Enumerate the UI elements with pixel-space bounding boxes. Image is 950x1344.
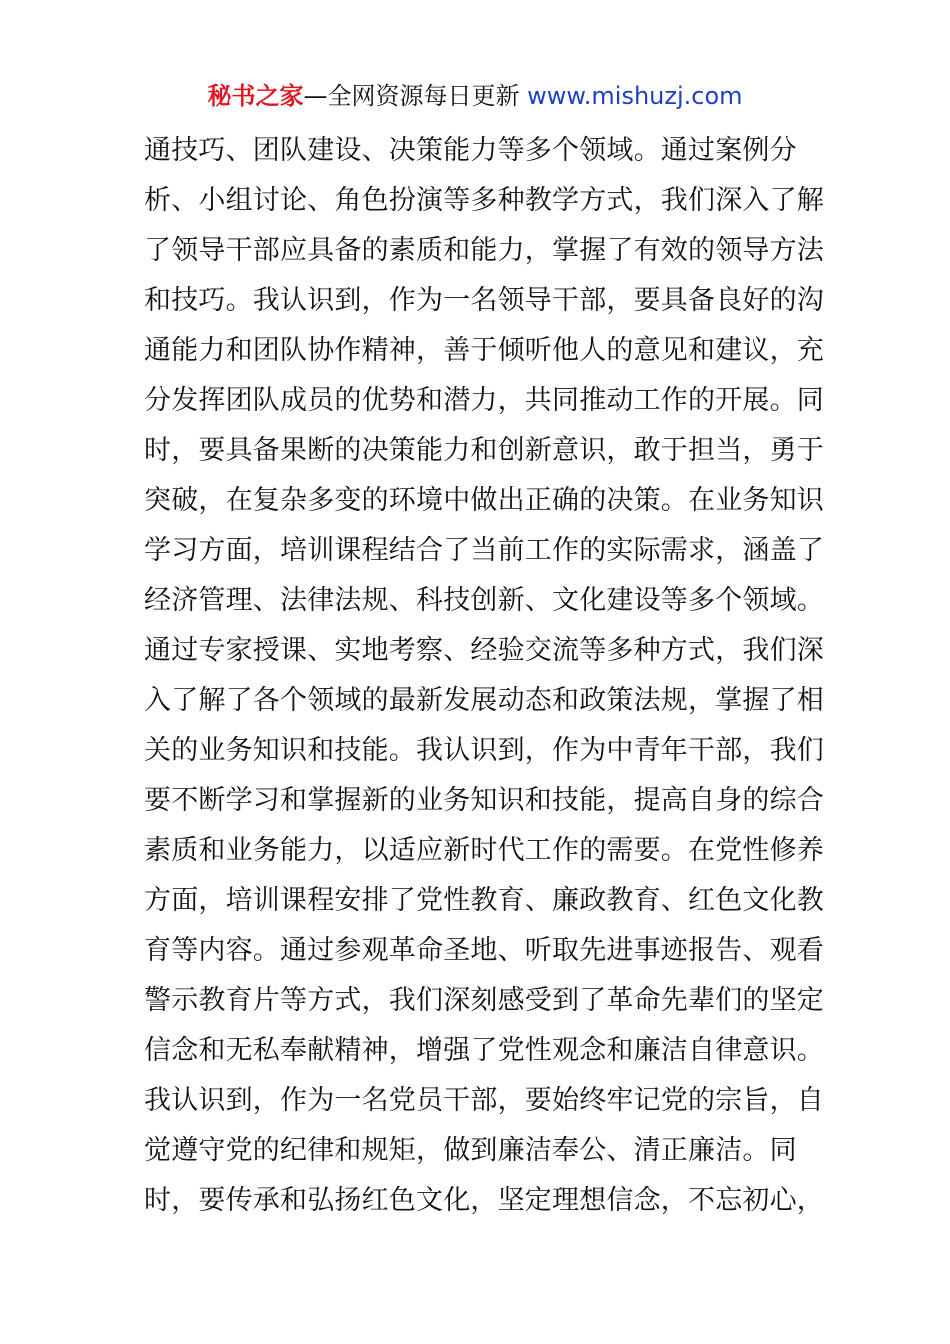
text-line: 通技巧、团队建设、决策能力等多个领域。通过案例分 — [144, 135, 797, 166]
text-line: 了领导干部应具备的素质和能力，掌握了有效的领导方法 — [144, 235, 824, 266]
website-link[interactable]: www.mishuzj.com — [527, 82, 743, 110]
text-line: 关的业务知识和技能。我认识到，作为中青年干部，我们 — [144, 735, 824, 766]
text-line: 通能力和团队协作精神，善于倾听他人的意见和建议，充 — [144, 335, 824, 366]
text-line: 素质和业务能力，以适应新时代工作的需要。在党性修养 — [144, 835, 824, 866]
text-line: 入了解了各个领域的最新发展动态和政策法规，掌握了相 — [144, 685, 824, 716]
text-line: 时，要传承和弘扬红色文化，坚定理想信念，不忘初心， — [144, 1185, 824, 1216]
header-tagline: —全网资源每日更新 — [303, 82, 520, 110]
document-body — [144, 126, 824, 1226]
text-line: 方面，培训课程安排了党性教育、廉政教育、红色文化教 — [144, 885, 824, 916]
text-line: 通过专家授课、实地考察、经验交流等多种方式，我们深 — [144, 635, 824, 666]
text-line: 信念和无私奉献精神，增强了党性观念和廉洁自律意识。 — [144, 1035, 824, 1066]
text-line: 和技巧。我认识到，作为一名领导干部，要具备良好的沟 — [144, 285, 824, 316]
text-line: 经济管理、法律法规、科技创新、文化建设等多个领域。 — [144, 585, 824, 616]
text-line: 警示教育片等方式，我们深刻感受到了革命先辈们的坚定 — [144, 985, 824, 1016]
text-line: 时，要具备果断的决策能力和创新意识，敢于担当，勇于 — [144, 435, 824, 466]
brand-name: 秘书之家 — [207, 82, 304, 110]
text-line: 我认识到，作为一名党员干部，要始终牢记党的宗旨，自 — [144, 1085, 824, 1116]
page-header — [0, 80, 950, 112]
text-line: 分发挥团队成员的优势和潜力，共同推动工作的开展。同 — [144, 385, 824, 416]
text-line: 学习方面，培训课程结合了当前工作的实际需求，涵盖了 — [144, 535, 824, 566]
text-line: 觉遵守党的纪律和规矩，做到廉洁奉公、清正廉洁。同 — [144, 1135, 797, 1166]
text-line: 析、小组讨论、角色扮演等多种教学方式，我们深入了解 — [144, 185, 824, 216]
text-line: 突破，在复杂多变的环境中做出正确的决策。在业务知识 — [144, 485, 824, 516]
text-line: 育等内容。通过参观革命圣地、听取先进事迹报告、观看 — [144, 935, 824, 966]
text-line: 要不断学习和掌握新的业务知识和技能，提高自身的综合 — [144, 785, 824, 816]
